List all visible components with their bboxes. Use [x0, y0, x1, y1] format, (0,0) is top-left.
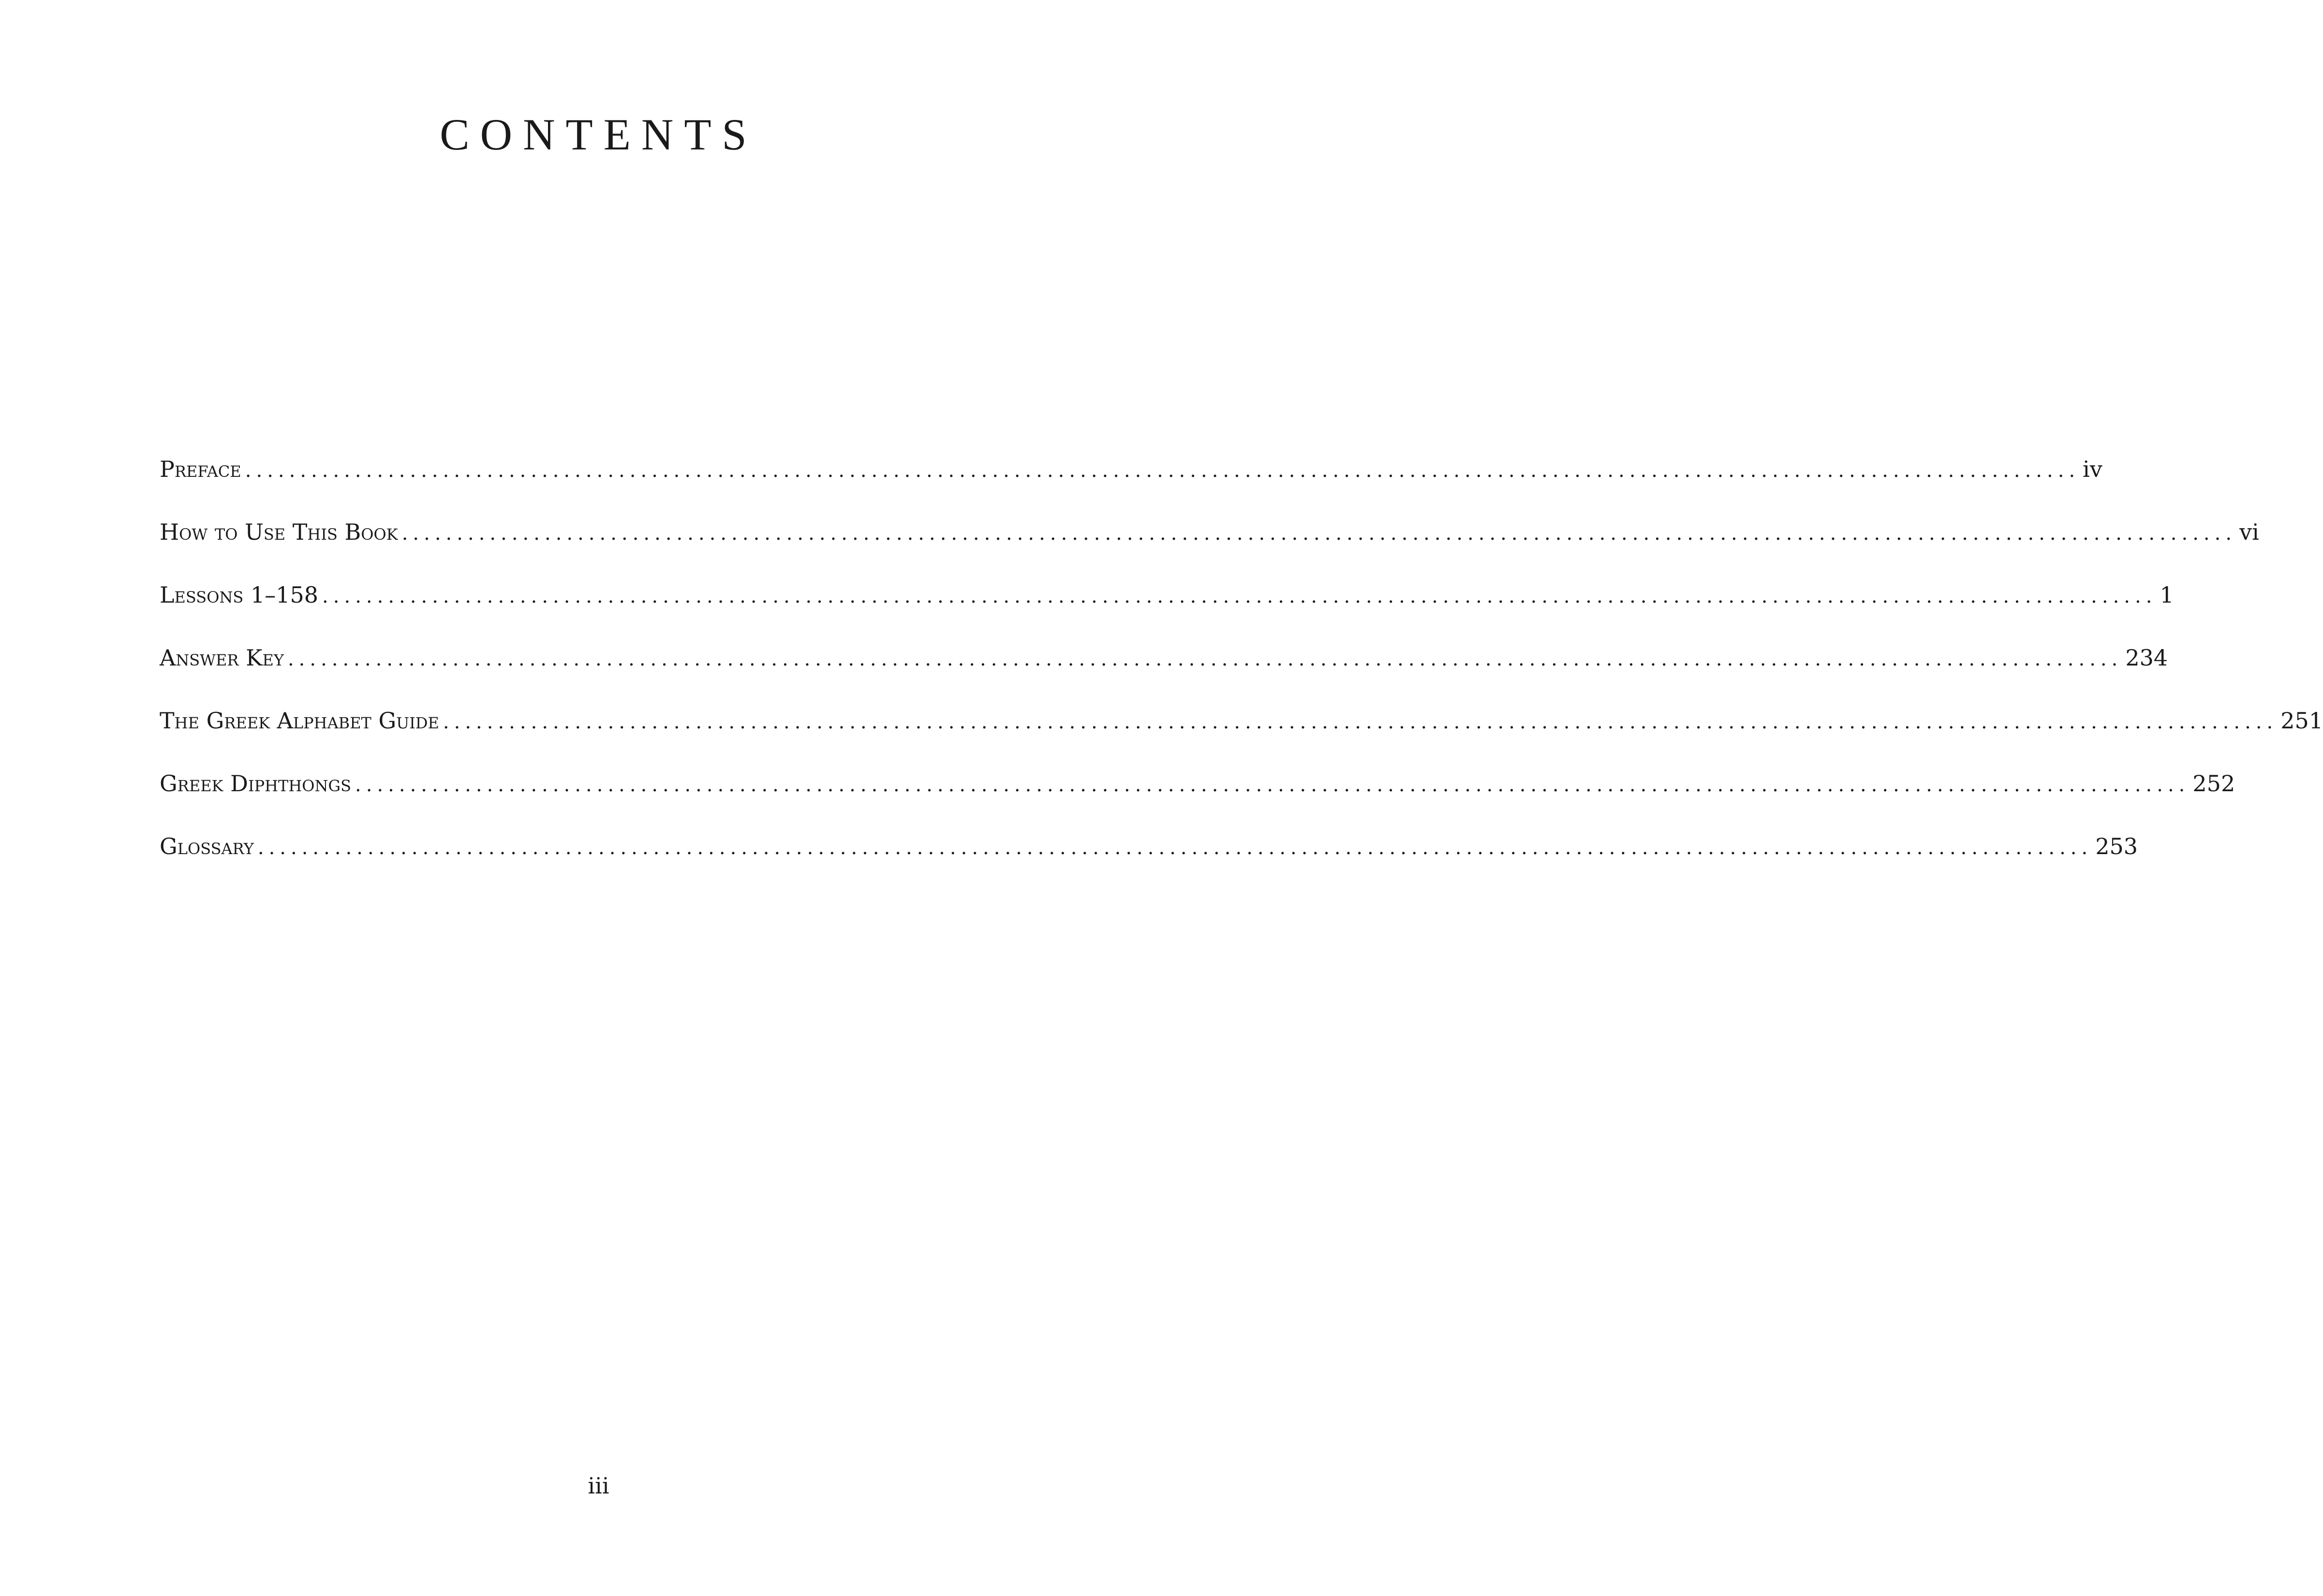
page-title: CONTENTS — [440, 110, 757, 159]
toc-entry-how-to-use[interactable] — [160, 501, 2259, 563]
toc-entry-label: The Greek Alphabet Guide — [160, 708, 439, 734]
toc-entry-greek-alphabet-guide[interactable] — [160, 689, 2323, 752]
toc-entry-label: Preface — [160, 456, 241, 482]
toc-entry-page: iv — [2083, 456, 2102, 482]
toc-entry-preface[interactable] — [160, 438, 2102, 501]
toc-entry-page: 234 — [2125, 645, 2168, 671]
toc-entry-label: Glossary — [160, 833, 254, 859]
toc-leader-dots: ....................................................................................................................................................................... — [322, 585, 2157, 607]
toc-leader-dots: ....................................................................................................................................................................... — [257, 837, 2093, 859]
toc-entry-page: vi — [2239, 519, 2259, 545]
toc-entry-label: Answer Key — [160, 645, 284, 671]
toc-entry-lessons[interactable] — [160, 563, 2174, 626]
toc-leader-dots: ....................................................................................................................................................................... — [355, 774, 2190, 796]
toc-entry-label: How to Use This Book — [160, 519, 398, 545]
toc-leader-dots: ....................................................................................................................................................................... — [245, 459, 2080, 482]
toc-entry-answer-key[interactable] — [160, 626, 2168, 689]
toc-leader-dots: ....................................................................................................................................................................... — [287, 648, 2123, 670]
toc-entry-page: 251 — [2280, 708, 2323, 734]
toc-entry-greek-diphthongs[interactable] — [160, 752, 2235, 815]
toc-entry-label: Lessons 1–158 — [160, 582, 319, 608]
toc-entry-label: Greek Diphthongs — [160, 770, 352, 797]
toc-entry-page: 1 — [2160, 582, 2174, 608]
toc-entry-page: 252 — [2192, 770, 2235, 797]
toc-leader-dots: ....................................................................................................................................................................... — [401, 522, 2237, 545]
page-number: iii — [588, 1473, 609, 1499]
table-of-contents — [160, 438, 2323, 878]
toc-leader-dots: ....................................................................................................................................................................... — [443, 711, 2278, 733]
toc-entry-page: 253 — [2095, 833, 2138, 859]
toc-entry-glossary[interactable] — [160, 815, 2138, 878]
